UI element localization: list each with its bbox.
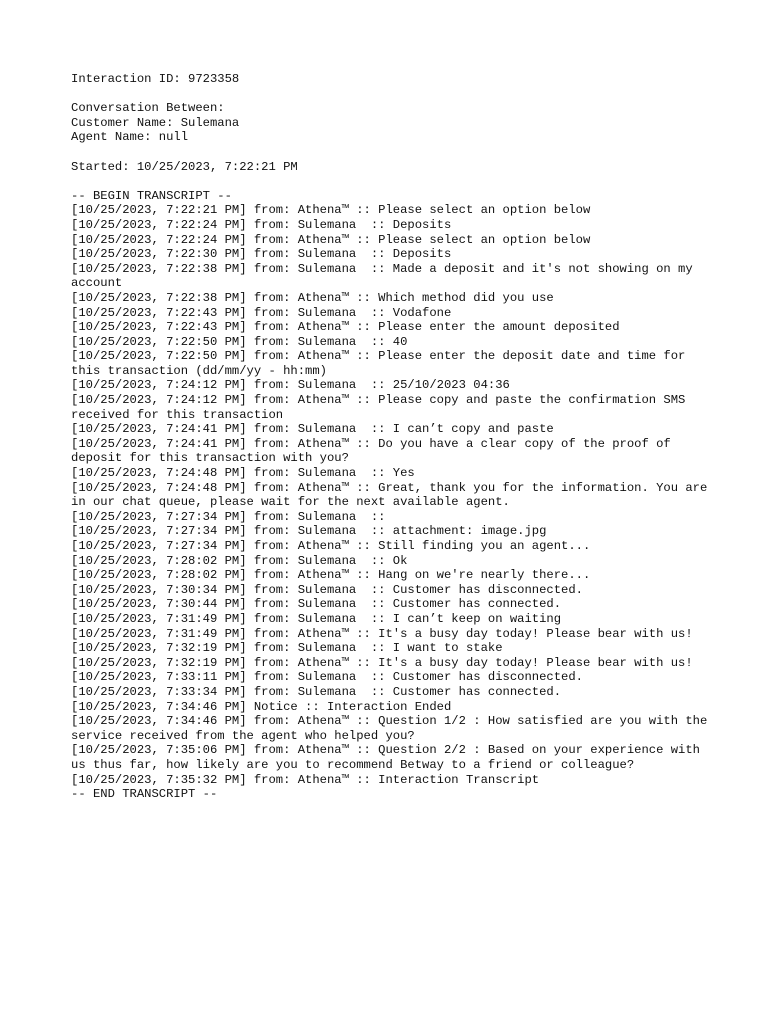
agent-name: Agent Name: null xyxy=(71,130,189,145)
transcript-line: [10/25/2023, 7:28:02 PM] from: Athena™ :: Hang on we're nearly there... xyxy=(71,568,591,583)
conversation-between-label: Conversation Between: xyxy=(71,101,225,116)
transcript-line: [10/25/2023, 7:35:06 PM] from: Athena™ :: Question 2/2 : Based on your experience with us thus far, how likely are you to recommend Betway to a friend or colleague? xyxy=(71,743,708,772)
transcript-line: [10/25/2023, 7:33:34 PM] from: Sulemana :: Customer has connected. xyxy=(71,684,562,699)
transcript-line: [10/25/2023, 7:22:38 PM] from: Athena™ :: Which method did you use xyxy=(71,290,554,305)
transcript-line: [10/25/2023, 7:22:30 PM] from: Sulemana :: Deposits xyxy=(71,247,452,262)
transcript-line: [10/25/2023, 7:22:21 PM] from: Athena™ :: Please select an option below xyxy=(71,203,591,218)
transcript-line: [10/25/2023, 7:28:02 PM] from: Sulemana :: Ok xyxy=(71,553,408,568)
spacer xyxy=(71,87,711,102)
transcript-line: [10/25/2023, 7:27:34 PM] from: Athena™ :: Still finding you an agent... xyxy=(71,539,591,553)
spacer xyxy=(71,174,711,189)
interaction-id: Interaction ID: 9723358 xyxy=(71,72,240,86)
transcript-lines xyxy=(71,203,715,787)
transcript-line: [10/25/2023, 7:33:11 PM] from: Sulemana :: Customer has disconnected. xyxy=(71,670,583,685)
started-timestamp: Started: 10/25/2023, 7:22:21 PM xyxy=(71,159,298,174)
transcript-line: [10/25/2023, 7:22:50 PM] from: Sulemana :: 40 xyxy=(71,334,408,349)
transcript-line: [10/25/2023, 7:30:34 PM] from: Sulemana :: Customer has disconnected. xyxy=(71,582,583,597)
transcript-line: [10/25/2023, 7:27:34 PM] from: Sulemana :: attachment: image.jpg xyxy=(71,524,547,539)
transcript-line: [10/25/2023, 7:30:44 PM] from: Sulemana :: Customer has connected. xyxy=(71,597,562,612)
transcript-line: [10/25/2023, 7:32:19 PM] from: Athena™ :: It's a busy day today! Please bear with us! xyxy=(71,655,693,670)
transcript-line: [10/25/2023, 7:35:32 PM] from: Athena™ :: Interaction Transcript xyxy=(71,772,540,787)
transcript-line: [10/25/2023, 7:24:41 PM] from: Sulemana :: I can’t copy and paste xyxy=(71,422,554,437)
transcript-line: [10/25/2023, 7:31:49 PM] from: Sulemana :: I can’t keep on waiting xyxy=(71,611,562,626)
customer-name: Customer Name: Sulemana xyxy=(71,115,240,130)
transcript-line: [10/25/2023, 7:32:19 PM] from: Sulemana :: I want to stake xyxy=(71,641,503,656)
transcript-line: [10/25/2023, 7:22:38 PM] from: Sulemana :: Made a deposit and it's not showing on my account xyxy=(71,261,700,291)
transcript-line: [10/25/2023, 7:34:46 PM] Notice :: Interaction Ended xyxy=(71,699,452,714)
transcript-line: [10/25/2023, 7:22:24 PM] from: Athena™ :: Please select an option below xyxy=(71,232,591,247)
end-transcript-marker: -- END TRANSCRIPT -- xyxy=(71,787,218,802)
transcript-line: [10/25/2023, 7:24:48 PM] from: Sulemana :: Yes xyxy=(71,466,415,481)
transcript-document xyxy=(71,72,715,802)
transcript-line: [10/25/2023, 7:34:46 PM] from: Athena™ :: Question 1/2 : How satisfied are you with the service received from the agent who helped you? xyxy=(71,714,715,743)
transcript-line: [10/25/2023, 7:22:24 PM] from: Sulemana :: Deposits xyxy=(71,217,452,232)
transcript-line: [10/25/2023, 7:24:48 PM] from: Athena™ :: Great, thank you for the information. You are in our chat queue, please wait for the next available agent. xyxy=(71,480,715,510)
transcript-line: [10/25/2023, 7:24:12 PM] from: Athena™ :: Please copy and paste the confirmation SMS received for this transaction xyxy=(71,393,693,422)
transcript-line: [10/25/2023, 7:22:43 PM] from: Sulemana :: Vodafone xyxy=(71,305,452,320)
transcript-line: [10/25/2023, 7:24:41 PM] from: Athena™ :: Do you have a clear copy of the proof of deposit for this transaction with you? xyxy=(71,436,679,466)
transcript-line: [10/25/2023, 7:22:43 PM] from: Athena™ :: Please enter the amount deposited xyxy=(71,320,620,335)
begin-transcript-marker: -- BEGIN TRANSCRIPT -- xyxy=(71,188,232,203)
spacer xyxy=(71,145,711,160)
transcript-line: [10/25/2023, 7:27:34 PM] from: Sulemana :: xyxy=(71,509,386,524)
transcript-line: [10/25/2023, 7:24:12 PM] from: Sulemana :: 25/10/2023 04:36 xyxy=(71,378,510,393)
transcript-line: [10/25/2023, 7:22:50 PM] from: Athena™ :: Please enter the deposit date and time for this transaction (dd/mm/yy - hh:mm) xyxy=(71,349,693,378)
transcript-line: [10/25/2023, 7:31:49 PM] from: Athena™ :: It's a busy day today! Please bear with us! xyxy=(71,626,693,641)
